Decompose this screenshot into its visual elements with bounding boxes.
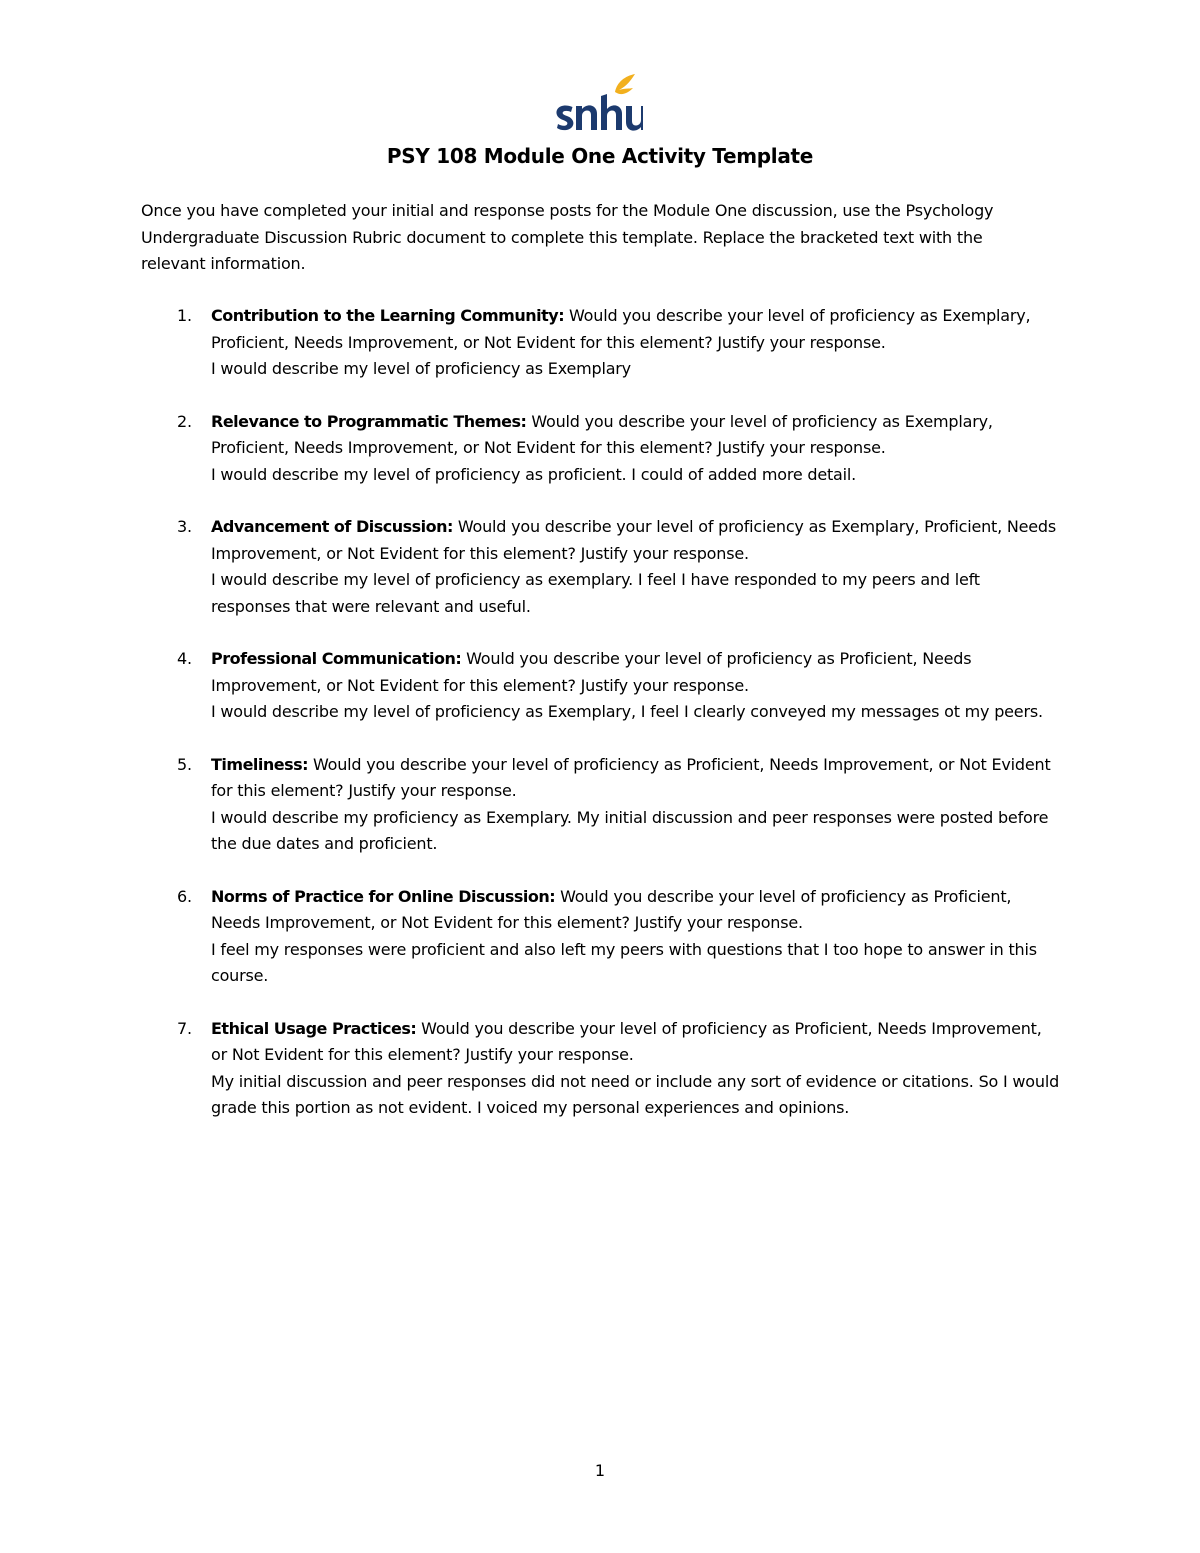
item-question: Would you describe your level of proficiency as Proficient, Needs Improvement, or Not Evident for this element? Justify your response. [211,886,1012,932]
rubric-item [141,409,1061,489]
item-number: 2. [177,411,192,431]
rubric-item [141,646,1061,726]
item-heading: Norms of Practice for Online Discussion: [211,886,556,906]
item-heading: Timeliness: [211,754,309,774]
snhu-logo-graphic [553,72,643,134]
item-heading: Professional Communication: [211,649,462,668]
item-question: Would you describe your level of proficiency as Exemplary, Proficient, Needs Improvement, or Not Evident for this element? Justify your response. [211,411,993,457]
item-heading: Ethical Usage Practices: [211,1018,417,1038]
item-number: 1. [177,306,192,325]
item-answer: I would describe my level of proficiency as Exemplary, I feel I clearly conveyed my messages ot my peers. [211,702,1043,721]
page-number: 1 [594,1461,606,1480]
item-answer: I would describe my level of proficiency as Exemplary [211,359,631,378]
item-number: 3. [177,517,192,536]
item-question: Would you describe your level of proficiency as Proficient, Needs Improvement, or Not Evident for this element? Justify your response. [211,754,1051,800]
item-number: 6. [177,886,192,906]
item-heading: Contribution to the Learning Community: [211,306,565,325]
item-question: Would you describe your level of proficiency as Exemplary, Proficient, Needs Improvement, or Not Evident for this element? Justify your response. [211,306,1031,352]
item-number: 4. [177,649,192,668]
logo-wordmark [556,94,643,131]
rubric-item [141,303,1061,383]
rubric-item [141,1016,1061,1122]
rubric-item [141,752,1061,858]
item-answer: I would describe my proficiency as Exemplary. My initial discussion and peer responses were posted before the due dates and proficient. [211,807,1049,853]
item-number: 5. [177,754,192,774]
item-heading: Relevance to Programmatic Themes: [211,411,527,431]
item-question: Would you describe your level of proficiency as Exemplary, Proficient, Needs Improvement, or Not Evident for this element? Justify your response. [211,517,1057,563]
rubric-item-list [141,303,1061,1148]
item-answer: I would describe my level of proficiency as exemplary. I feel I have responded to my peers and left responses that were relevant and useful. [211,570,980,616]
flame-icon [615,74,635,94]
snhu-logo [553,72,643,134]
item-answer: I would describe my level of proficiency as proficient. I could of added more detail. [211,464,857,484]
item-question: Would you describe your level of proficiency as Proficient, Needs Improvement, or Not Evident for this element? Justify your response. [211,1018,1042,1064]
item-answer: I feel my responses were proficient and also left my peers with questions that I too hope to answer in this course. [211,939,1037,985]
item-heading: Advancement of Discussion: [211,517,453,536]
rubric-item [141,514,1061,620]
item-question: Would you describe your level of proficiency as Proficient, Needs Improvement, or Not Evident for this element? Justify your response. [211,649,972,695]
document-title: PSY 108 Module One Activity Template [386,144,814,168]
intro-paragraph: Once you have completed your initial and response posts for the Module One discussion, use the Psychology Undergraduate Discussion Rubric document to complete this template. Replace the bracketed text with the relevant information. [141,201,994,273]
rubric-item [141,884,1061,990]
item-number: 7. [177,1018,192,1038]
item-answer: My initial discussion and peer responses did not need or include any sort of evidence or citations. So I would grade this portion as not evident. I voiced my personal experiences and opinions. [211,1071,1060,1117]
